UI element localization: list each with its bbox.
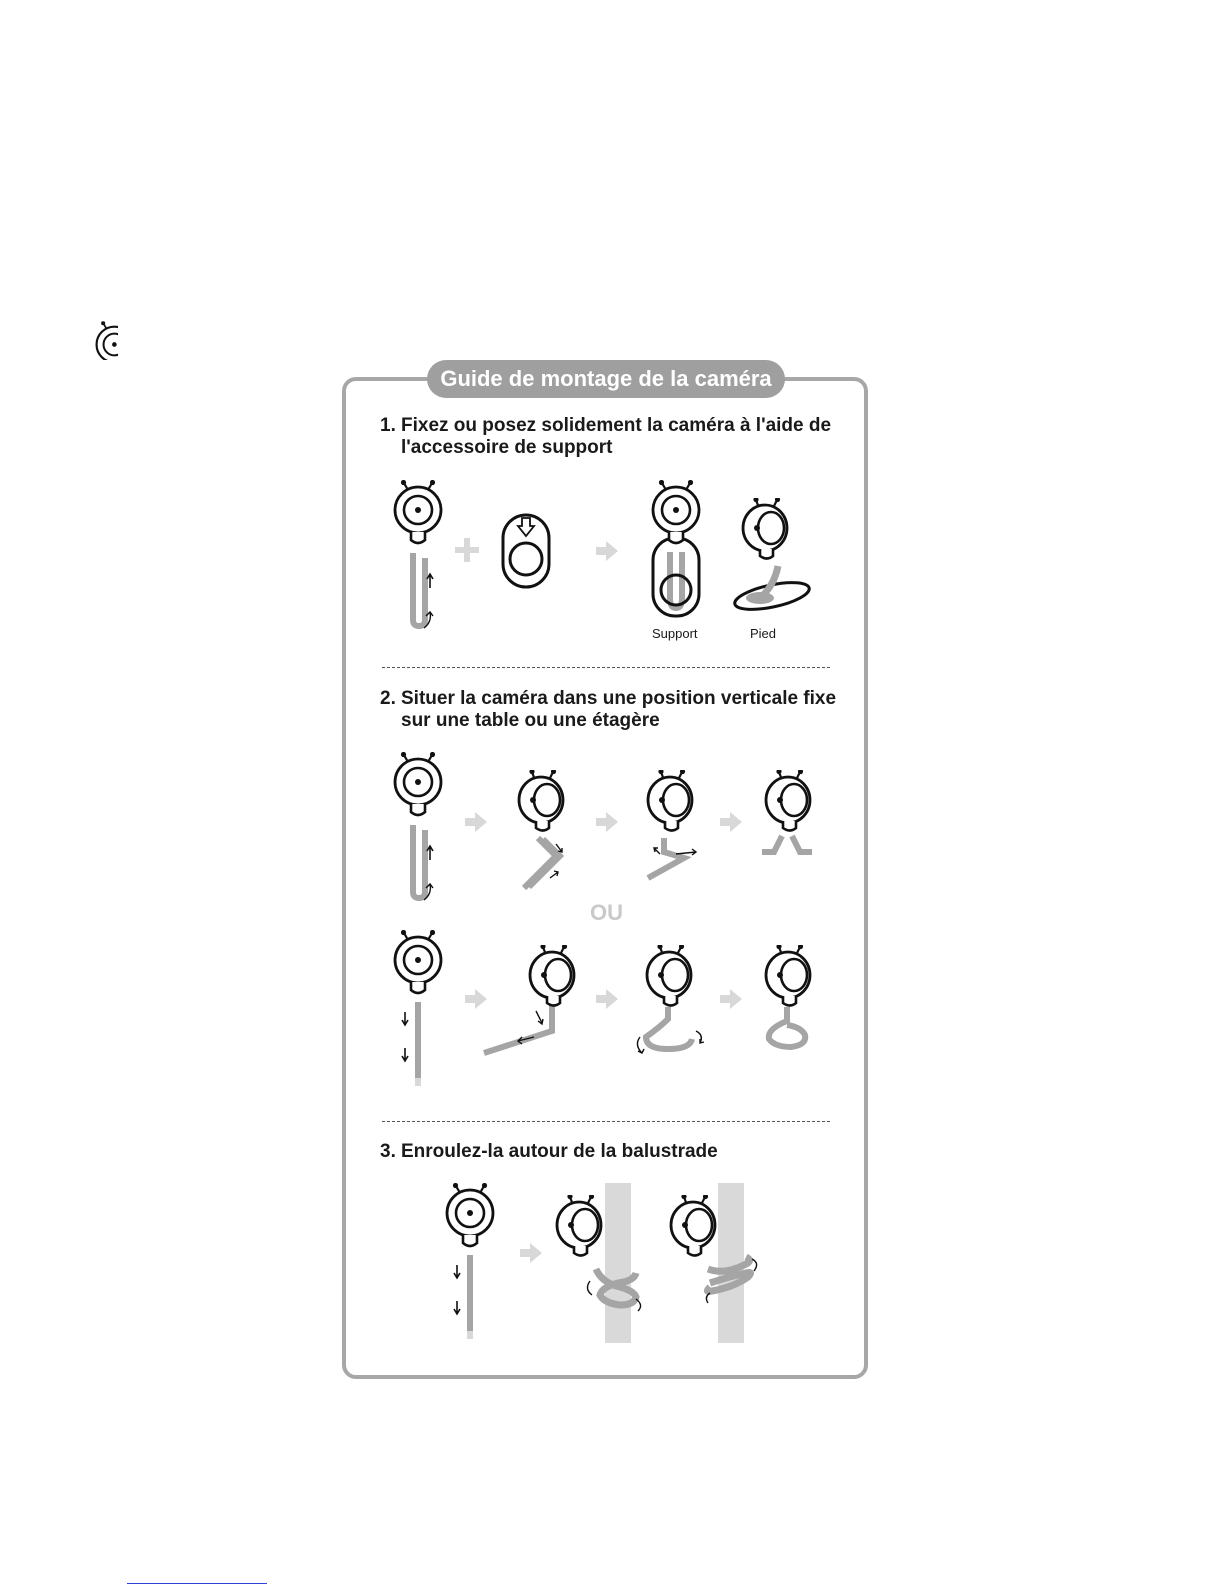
divider-2 bbox=[382, 1121, 830, 1122]
step2a-camera-bent bbox=[510, 770, 580, 895]
arrow-right-icon bbox=[465, 812, 487, 832]
step-2-number: 2. bbox=[380, 688, 396, 709]
step-1-line-1: Fixez ou posez solidement la caméra à l'aide de bbox=[401, 415, 832, 436]
plus-icon bbox=[455, 538, 479, 562]
arrow-right-icon bbox=[720, 812, 742, 832]
step2b-camera-looping bbox=[630, 945, 720, 1055]
step2a-camera-folded bbox=[388, 752, 448, 902]
step-1-heading bbox=[380, 415, 831, 459]
footer-rule bbox=[127, 1583, 267, 1584]
arrow-right-icon bbox=[520, 1243, 542, 1263]
step1-pied-stand bbox=[730, 498, 810, 613]
caption-support: Support bbox=[652, 626, 698, 641]
camera-logo-icon bbox=[72, 298, 118, 360]
step-2-heading bbox=[380, 688, 836, 732]
step-2-line-2: sur une table ou une étagère bbox=[401, 710, 660, 731]
step-1-number: 1. bbox=[380, 415, 396, 436]
caption-pied: Pied bbox=[750, 626, 777, 641]
step-2-line-1: Situer la caméra dans une position verticale fixe bbox=[401, 688, 837, 709]
step-1-line-2: l'accessoire de support bbox=[401, 437, 613, 458]
or-separator: OU bbox=[590, 900, 623, 925]
arrow-right-icon bbox=[596, 812, 618, 832]
step2a-camera-standing bbox=[760, 770, 820, 865]
guide-title: Guide de montage de la caméra bbox=[427, 360, 785, 398]
step-3-line-1: Enroulez-la autour de la balustrade bbox=[401, 1141, 718, 1162]
step-3-heading bbox=[380, 1141, 718, 1163]
step2b-camera-straight bbox=[388, 930, 448, 1090]
divider-1 bbox=[382, 667, 830, 668]
step2b-camera-bent bbox=[480, 945, 590, 1060]
step2a-camera-folding bbox=[640, 770, 710, 890]
arrow-right-icon bbox=[720, 989, 742, 1009]
step2b-camera-coiled bbox=[755, 945, 825, 1055]
arrow-right-icon bbox=[596, 541, 618, 561]
step3-camera-wrap-cross bbox=[550, 1183, 660, 1343]
step3-camera-straight bbox=[440, 1183, 500, 1343]
step1-support-mounted bbox=[642, 480, 712, 620]
support-bracket-icon bbox=[500, 512, 552, 590]
step3-camera-wrap-coil bbox=[664, 1183, 774, 1343]
step1-camera-folded bbox=[388, 480, 448, 630]
step-3-number: 3. bbox=[380, 1141, 396, 1162]
arrow-right-icon bbox=[596, 989, 618, 1009]
